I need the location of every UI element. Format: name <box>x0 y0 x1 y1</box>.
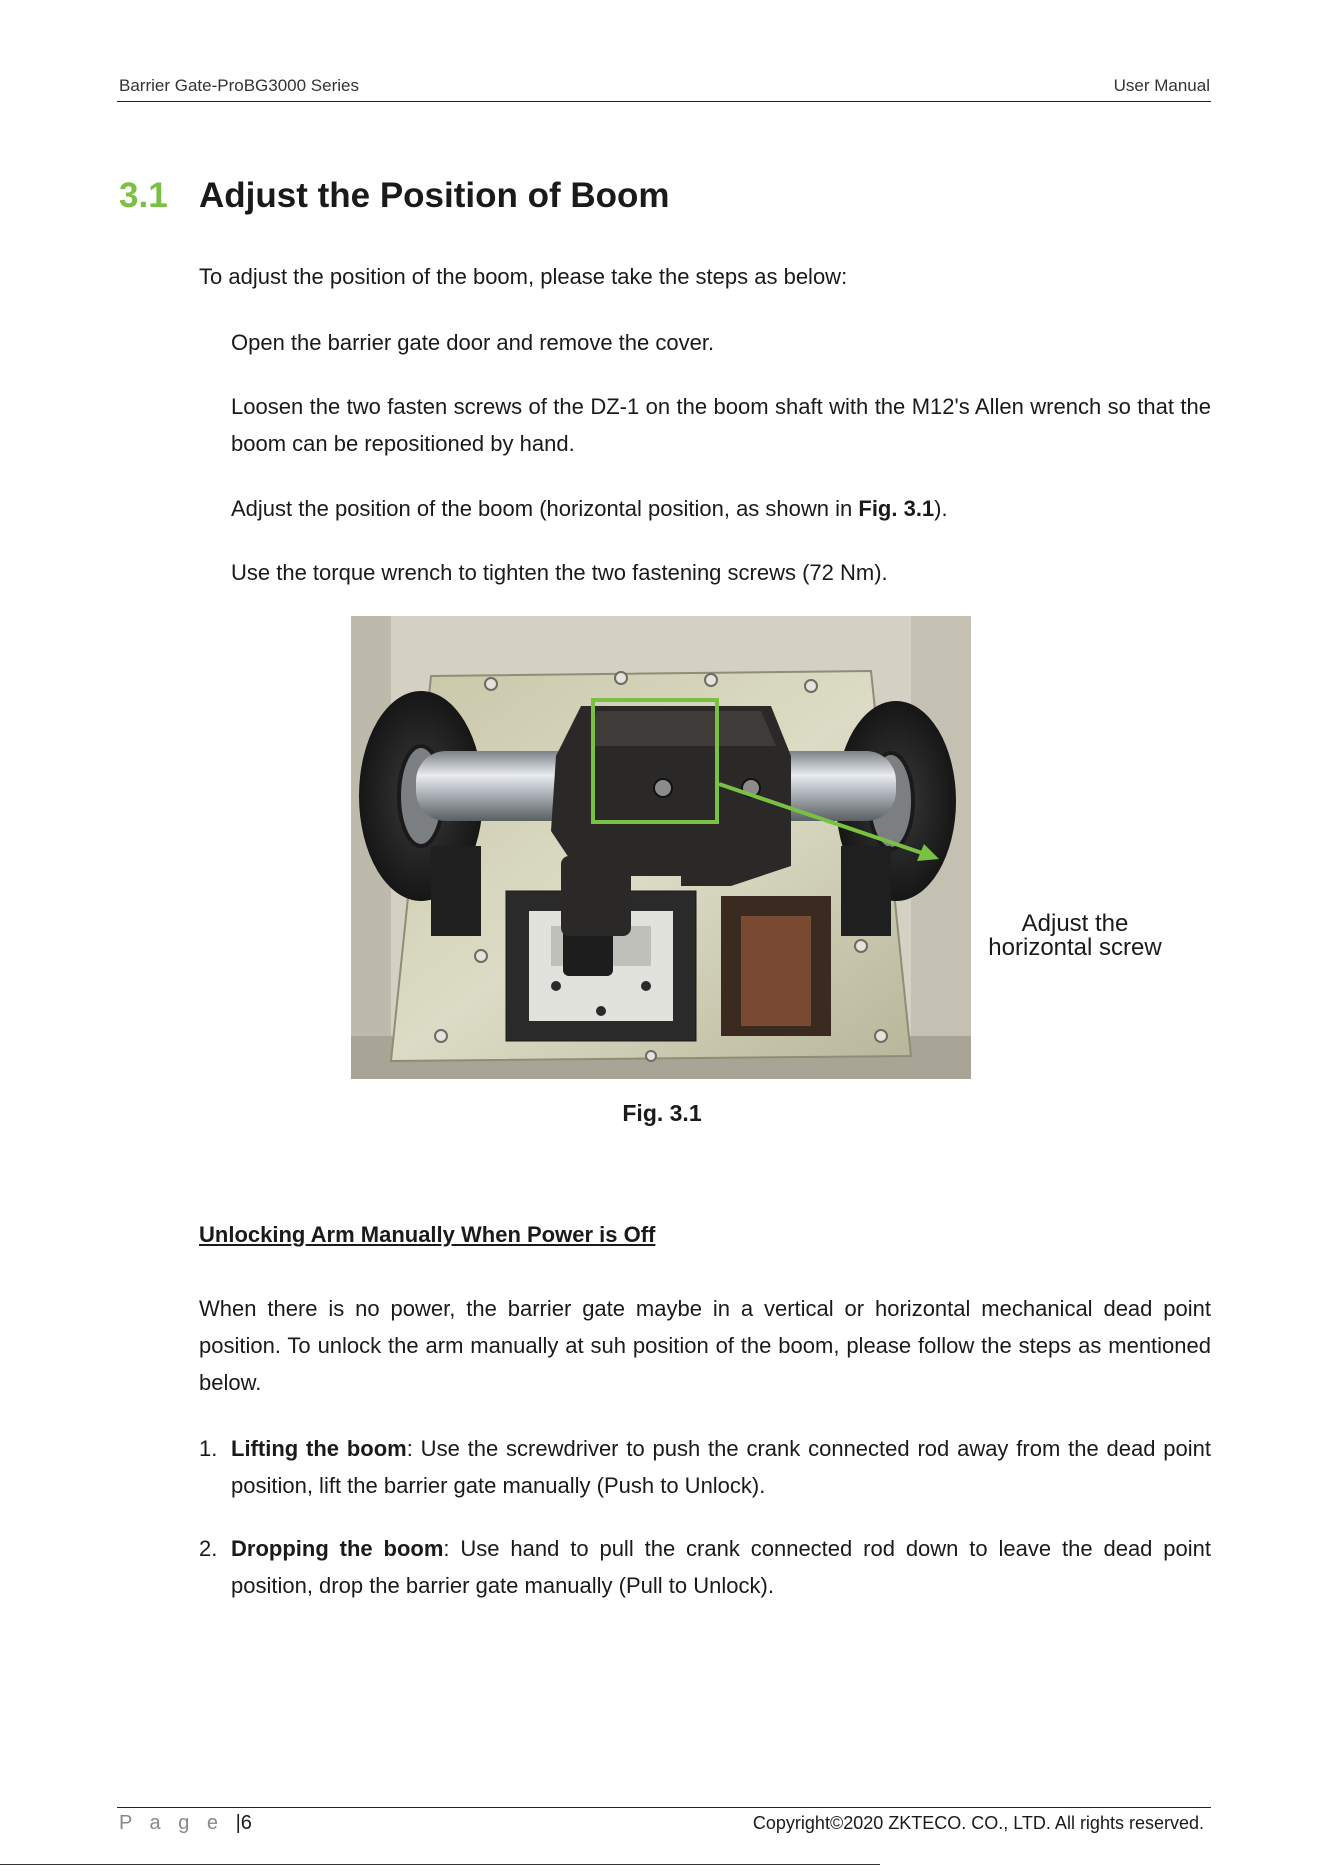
figure-callout <box>975 912 1175 960</box>
footer-copyright: Copyright©2020 ZKTECO. CO., LTD. All rights reserved. <box>752 1813 1204 1833</box>
unlock-paragraph: When there is no power, the barrier gate maybe in a vertical or horizontal mechanical dead point position. To unlock the arm manually at suh position of the boom, please follow the steps as mentioned below. <box>199 1296 1211 1395</box>
figure-caption: Fig. 3.1 <box>622 1100 702 1126</box>
page-label: P a g e <box>119 1812 225 1834</box>
step-3-text-end: ). <box>934 496 948 521</box>
page-separator: | <box>235 1812 241 1834</box>
header-title: Barrier Gate-ProBG3000 Series <box>119 76 359 95</box>
step-4: Use the torque wrench to tighten the two fastening screws (72 Nm). <box>231 560 888 585</box>
boom-shaft-illustration <box>351 616 971 1079</box>
list-item-number: 2. <box>199 1536 218 1561</box>
intro-paragraph: To adjust the position of the boom, please take the steps as below: <box>199 264 848 289</box>
page-number: 6 <box>240 1812 252 1834</box>
header-doc-type: User Manual <box>1113 76 1210 95</box>
step-3-text: Adjust the position of the boom (horizontal position, as shown in <box>231 496 859 521</box>
list-item-text <box>231 1530 1211 1604</box>
section-title: Adjust the Position of Boom <box>199 176 670 215</box>
step-2: Loosen the two fasten screws of the DZ-1 on the boom shaft with the M12's Allen wrench so that the boom can be repositioned by hand. <box>231 394 1211 456</box>
footer-divider <box>117 1807 1211 1808</box>
list-item-term: Lifting the boom <box>231 1436 407 1461</box>
list-item-text <box>231 1430 1211 1504</box>
list-item-term: Dropping the boom <box>231 1536 444 1561</box>
section-number: 3.1 <box>119 176 168 215</box>
list-item-desc: : Use the screwdriver to push the crank connected rod away from the dead point position, lift the barrier gate manually (Push to Unlock). <box>231 1436 1211 1498</box>
step-1: Open the barrier gate door and remove the cover. <box>231 330 715 355</box>
unlock-heading: Unlocking Arm Manually When Power is Off <box>199 1222 656 1247</box>
bottom-edge-line <box>0 1864 880 1865</box>
callout-line-2: horizontal screw <box>988 934 1162 961</box>
footer-page <box>119 1812 252 1835</box>
step-3-fig-ref: Fig. 3.1 <box>858 496 935 521</box>
header-divider <box>117 101 1211 102</box>
callout-line-1: Adjust the <box>1021 910 1129 937</box>
boom-shaft-photo <box>351 616 971 1079</box>
list-item-desc: : Use hand to pull the crank connected rod down to leave the dead point position, drop the barrier gate manually (Pull to Unlock). <box>231 1536 1212 1598</box>
list-item-number: 1. <box>199 1436 218 1461</box>
step-3 <box>231 490 1211 527</box>
